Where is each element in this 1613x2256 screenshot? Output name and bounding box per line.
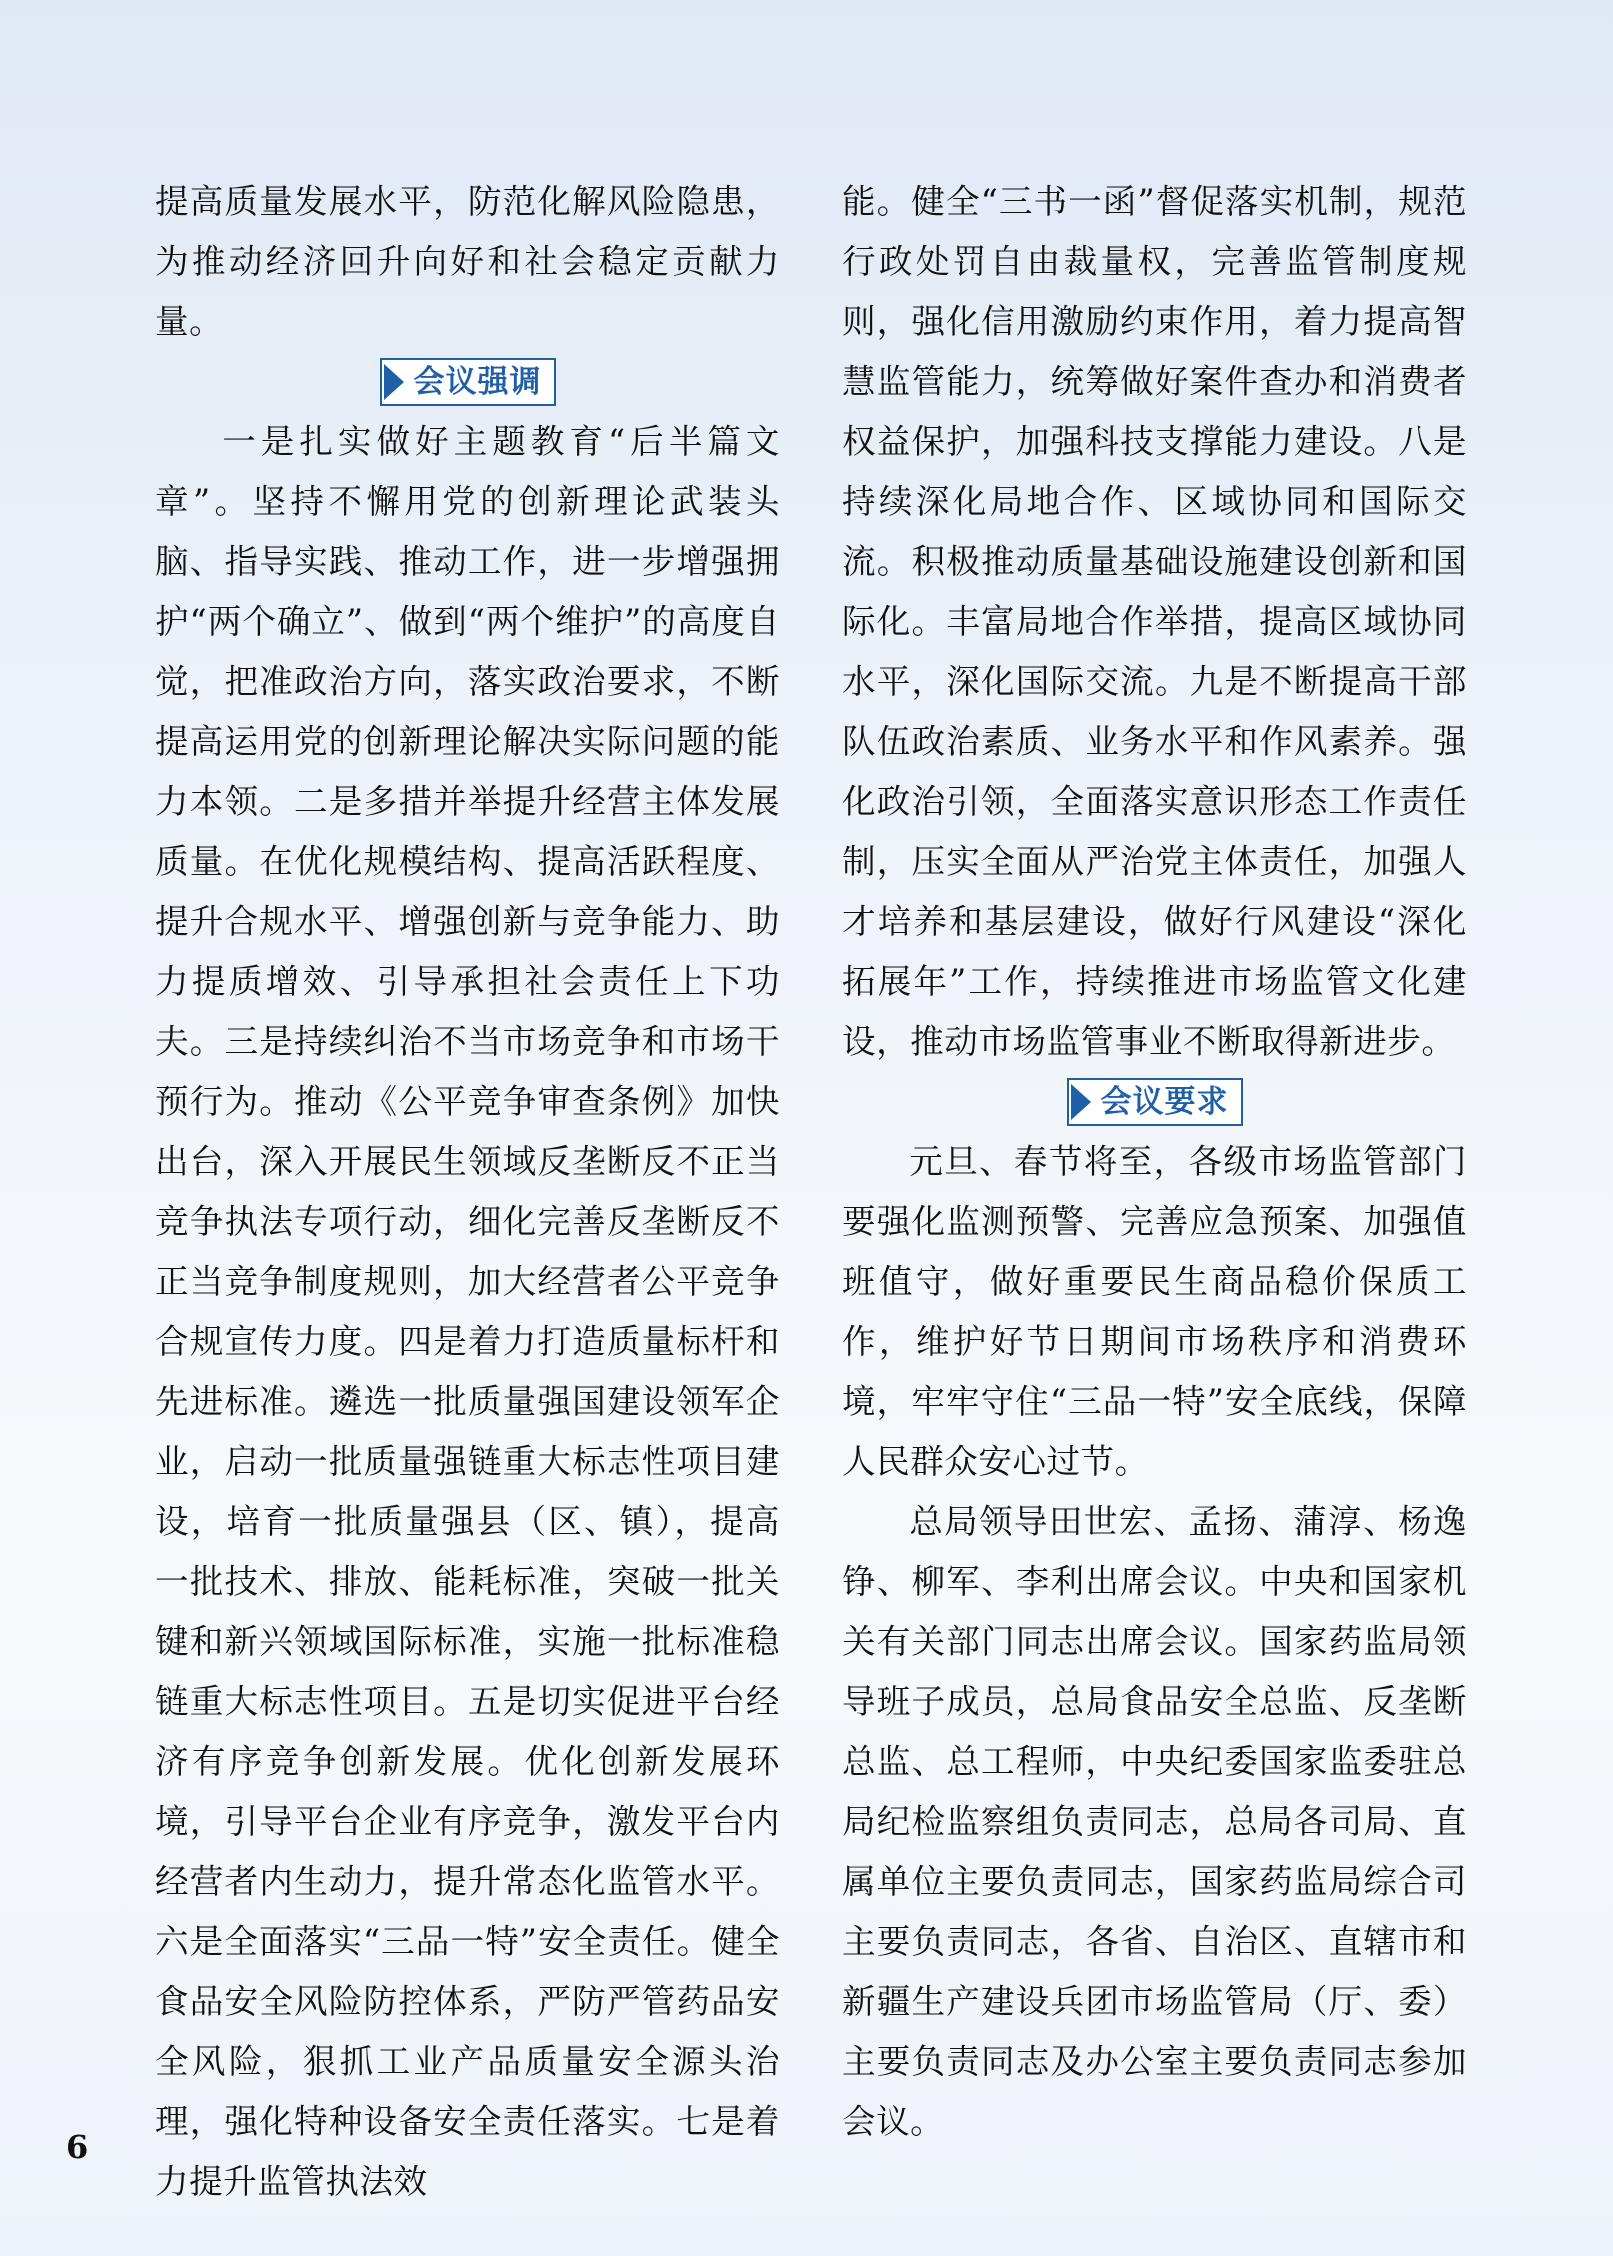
heading-box [380, 358, 556, 406]
intro-paragraph: 提高质量发展水平，防范化解风险隐患，为推动经济回升向好和社会稳定贡献力量。 [155, 182, 780, 341]
heading-text: 会议强调 [413, 364, 542, 400]
triangle-arrow-icon [1071, 1084, 1091, 1120]
continued-paragraph: 能。健全“三书一函”督促落实机制，规范行政处罚自由裁量权，完善监管制度规则，强化信用激励约束作用，着力提高智慧监管能力，统筹做好案件查办和消费者权益保护，加强科技支撑能力建设。八是持续深化局地合作、区域协同和国际交流。积极推动质量基础设施建设创新和国际化。丰富局地合作举措，提高区域协同水平，深化国际交流。九是不断提高干部队伍政治素质、业务水平和作风素养。强化政治引领，全面落实意识形态工作责任制，压实全面从严治党主体责任，加强人才培养和基层建设，做好行风建设“深化拓展年”工作，持续推进市场监管文化建设，推动市场监管事业不断取得新进步。 [842, 182, 1467, 1061]
requirement-paragraph: 元旦、春节将至，各级市场监管部门要强化监测预警、完善应急预案、加强值班值守，做好重要民生商品稳价保质工作，维护好节日期间市场秩序和消费环境，牢牢守住“三品一特”安全底线，保障人民群众安心过节。 [842, 1142, 1467, 1481]
right-column [842, 172, 1467, 2152]
attendance-paragraph: 总局领导田世宏、孟扬、蒲淳、杨逸铮、柳军、李利出席会议。中央和国家机关有关部门同志出席会议。国家药监局领导班子成员，总局食品安全总监、反垄断总监、总工程师，中央纪委国家监委驻总局纪检监察组负责同志，总局各司局、直属单位主要负责同志，国家药监局综合司主要负责同志，各省、自治区、直辖市和新疆生产建设兵团市场监管局（厅、委）主要负责同志及办公室主要负责同志参加会议。 [842, 1502, 1467, 2141]
heading-text: 会议要求 [1100, 1084, 1229, 1120]
left-column [155, 172, 780, 2212]
heading-box [1067, 1078, 1243, 1126]
section-heading-requirements [842, 1072, 1467, 1132]
section-heading-emphasis [155, 352, 780, 412]
body-paragraph: 一是扎实做好主题教育“后半篇文章”。坚持不懈用党的创新理论武装头脑、指导实践、推动工作，进一步增强拥护“两个确立”、做到“两个维护”的高度自觉，把准政治方向，落实政治要求，不断提高运用党的创新理论解决实际问题的能力本领。二是多措并举提升经营主体发展质量。在优化规模结构、提高活跃程度、提升合规水平、增强创新与竞争能力、助力提质增效、引导承担社会责任上下功夫。三是持续纠治不当市场竞争和市场干预行为。推动《公平竞争审查条例》加快出台，深入开展民生领域反垄断反不正当竞争执法专项行动，细化完善反垄断反不正当竞争制度规则，加大经营者公平竞争合规宣传力度。四是着力打造质量标杆和先进标准。遴选一批质量强国建设领军企业，启动一批质量强链重大标志性项目建设，培育一批质量强县（区、镇），提高一批技术、排放、能耗标准，突破一批关键和新兴领域国际标准，实施一批标准稳链重大标志性项目。五是切实促进平台经济有序竞争创新发展。优化创新发展环境，引导平台企业有序竞争，激发平台内经营者内生动力，提升常态化监管水平。六是全面落实“三品一特”安全责任。健全食品安全风险防控体系，严防严管药品安全风险，狠抓工业产品质量安全源头治理，强化特种设备安全责任落实。七是着力提升监管执法效 [155, 422, 780, 2201]
page-number: 6 [66, 2128, 89, 2166]
triangle-arrow-icon [384, 364, 404, 400]
